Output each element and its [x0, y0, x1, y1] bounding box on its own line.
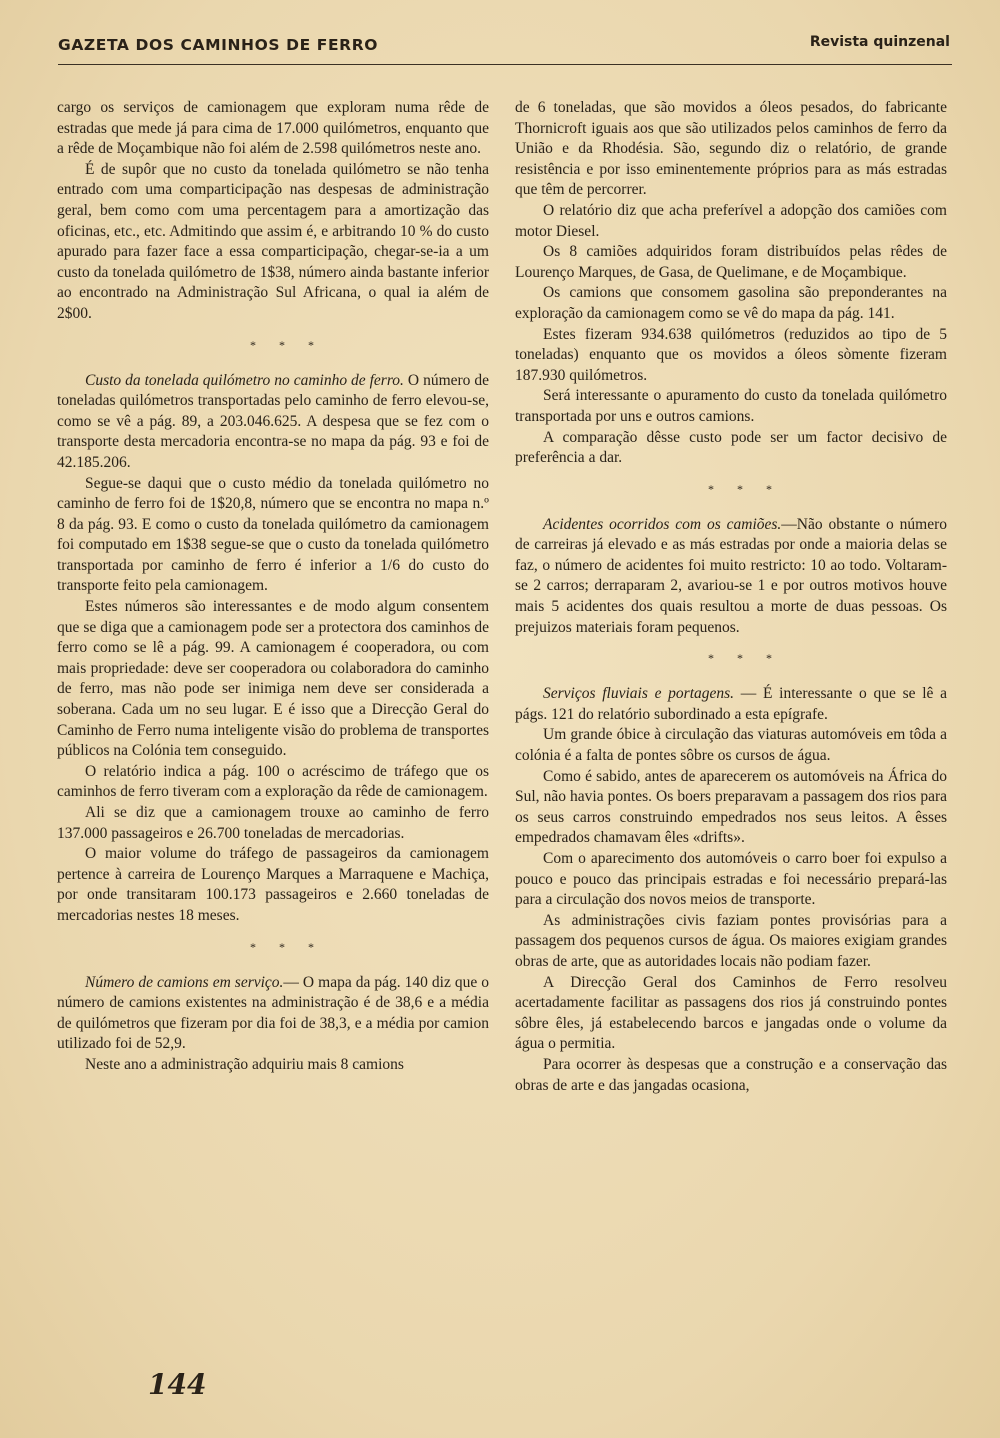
paragraph: Os camions que consomem gasolina são preponderantes na exploração da camionagem como se vê do mapa da pág. 141.: [515, 284, 947, 322]
header-rule: [58, 64, 952, 65]
section-heading: Custo da tonelada quilómetro no caminho de ferro.: [85, 371, 404, 389]
section-paragraph: [57, 371, 489, 474]
section-separator: * * *: [708, 651, 782, 666]
section-text: — O mapa da pág. 140 diz que o número de camions existentes na administração é de 38,6 e a média de quilómetros que fizeram por dia foi de 38,3, e a média por camion utilizado foi de 52,9.: [57, 973, 489, 1053]
section-paragraph: [515, 515, 947, 639]
page-header: [58, 32, 950, 60]
section-text: —Não obstante o número de carreiras já elevado e as más estradas por onde a maioria delas se faz, o número de acidentes foi muito restricto: 10 ao todo. Voltaram-se 2 carros; derraparam 2, avariou-se 1 e por outros motivos houve mais 5 acidentes dos quais resultou a morte de duas pessoas. Os prejuizos materiais foram pequenos.: [515, 515, 947, 636]
paragraph: Ali se diz que a camionagem trouxe ao caminho de ferro 137.000 passageiros e 26.700 toneladas de mercadorias.: [57, 804, 489, 842]
paragraph: Os 8 camiões adquiridos foram distribuídos pelas rêdes de Lourenço Marques, de Gasa, de Quelimane, e de Moçambique.: [515, 243, 947, 281]
section-separator: * * *: [250, 337, 324, 352]
section-heading: Serviços fluviais e portagens.: [543, 685, 735, 703]
journal-title: GAZETA DOS CAMINHOS DE FERRO: [58, 36, 379, 54]
paragraph: Como é sabido, antes de aparecerem os automóveis na África do Sul, não havia pontes. Os boers preparavam a passagem dos rios para os seus carros construindo empedrados nos seus leitos. A êsses empedrados chamavam êles «drifts».: [515, 767, 947, 847]
section-heading: Número de camions em serviço.: [85, 973, 284, 991]
journal-subtitle: Revista quinzenal: [809, 34, 950, 50]
section-text: O número de toneladas quilómetros transportadas pelo caminho de ferro elevou-se, como se vê a pág. 89, a 203.046.625. A despesa que se fez com o transporte desta mercadoria encontra-se no mapa da pág. 93 e foi de 42.185.206.: [57, 371, 490, 471]
paragraph: A comparação dêsse custo pode ser um factor decisivo de preferência a dar.: [515, 428, 947, 467]
right-column: [515, 98, 947, 1096]
paragraph: A Direcção Geral dos Caminhos de Ferro resolveu acertadamente facilitar as passagens dos rios já construindo pontes sôbre êles, já estabelecendo barcos e jangadas onde o volume da água o permitia.: [515, 973, 947, 1053]
paragraph: Será interessante o apuramento do custo da tonelada quilómetro transportada por uns e outros camions.: [515, 387, 947, 425]
paragraph: Segue-se daqui que o custo médio da tonelada quilómetro no caminho de ferro foi de 1$20,8, número que se encontra no mapa n.º 8 da pág. 93. E como o custo da tonelada quilómetro da camionagem foi computado em 1$38 segue-se que o custo da tonelada quilómetro transportada por caminho de ferro é inferior a 1/6 do custo do transporte feito pela camionagem.: [57, 474, 489, 595]
paragraph: de 6 toneladas, que são movidos a óleos pesados, do fabricante Thornicroft iguais aos que são utilizados pelos caminhos de ferro da União e da Rhodésia. São, segundo diz o relatório, de grande resistência e por isso eminentemente próprios para as más estradas que têm de percorrer.: [515, 99, 947, 199]
paragraph: As administrações civis faziam pontes provisórias para a passagem dos pequenos cursos de água. Os maiores exigiam grandes obras de arte, que as autoridades locais não podiam fazer.: [515, 911, 947, 970]
section-paragraph: [57, 973, 489, 1055]
paragraph: Estes números são interessantes e de modo algum consentem que se diga que a camionagem pode ser a protectora dos caminhos de ferro como se lê a pág. 99. A camionagem é cooperadora, ou com mais propriedade: deve ser cooperadora ou colaboradora do caminho de ferro, mas não pode ser inimiga nem deve ser considerada a soberana. Cada um no seu lugar. E é isso que a Direcção Geral do Caminho de Ferro numa inteligente visão do problema de transportes públicos na Colónia tem conseguido.: [57, 598, 489, 760]
page-number: 144: [148, 1368, 207, 1401]
paragraph: Estes fizeram 934.638 quilómetros (reduzidos ao tipo de 5 toneladas) enquanto que os movidos a óleos sòmente fizeram 187.930 quilómetros.: [515, 325, 947, 384]
section-text: — É interessante o que se lê a págs. 121 do relatório subordinado a esta epígrafe.: [515, 685, 947, 723]
paragraph: O maior volume do tráfego de passageiros da camionagem pertence à carreira de Lourenço Marques a Marraquene e Machiça, por onde transitaram 100.173 passageiros e 2.660 toneladas de mercadorias nestes 18 meses.: [57, 845, 489, 924]
paragraph: Para ocorrer às despesas que a construção e a conservação das obras de arte e das jangadas ocasiona,: [515, 1055, 947, 1094]
paragraph: O relatório indica a pág. 100 o acréscimo de tráfego que os caminhos de ferro tiveram com a exploração da rêde de camionagem.: [57, 762, 489, 801]
paragraph: É de supôr que no custo da tonelada quilómetro se não tenha entrado com uma comparticipação nas despesas de administração geral, bem como com uma percentagem para a amortização das oficinas, etc., etc. Admitindo que assim é, e arbitrando 10 % do custo apurado para fazer face a essa comparticipação, chegar-se-ia a um custo da tonelada quilómetro de 1$38, número ainda bastante inferior ao encontrado na Administração Sul Africana, o qual ia além de 2$00.: [57, 160, 489, 322]
section-heading: Acidentes ocorridos com os camiões.: [543, 515, 782, 533]
paragraph: O relatório diz que acha preferível a adopção dos camiões com motor Diesel.: [515, 201, 947, 240]
paragraph: Um grande óbice à circulação das viaturas automóveis em tôda a colónia é a falta de pontes sôbre os cursos de água.: [515, 726, 947, 765]
left-column: [57, 98, 489, 1076]
paragraph: Com o aparecimento dos automóveis o carro boer foi expulso a pouco e pouco das principais estradas e foi necessário prepará-las para a circulação dos novos meios de transporte.: [515, 850, 947, 909]
section-paragraph: [515, 684, 947, 725]
section-separator: * * *: [250, 939, 324, 954]
section-separator: * * *: [708, 481, 782, 496]
paragraph: cargo os serviços de camionagem que exploram numa rêde de estradas que mede já para cima de 17.000 quilómetros, enquanto que a rêde de Moçambique não foi além de 2.598 quilómetros neste ano.: [57, 99, 489, 158]
paragraph: Neste ano a administração adquiriu mais 8 camions: [85, 1055, 404, 1073]
